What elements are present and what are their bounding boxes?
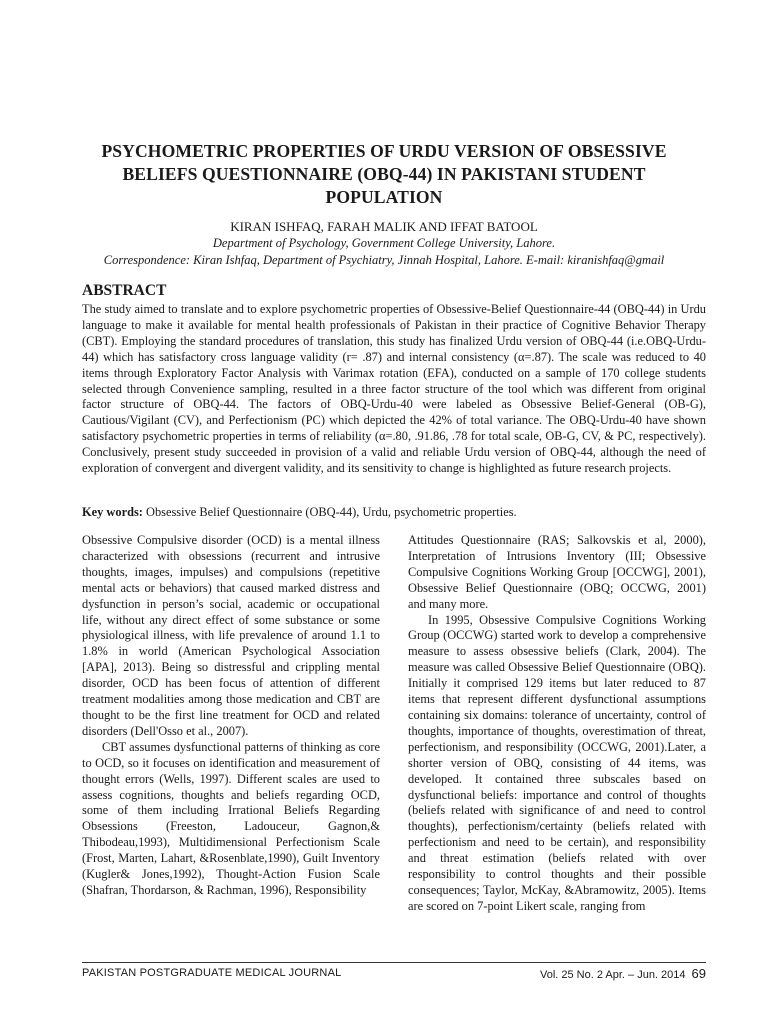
body-column-left — [82, 533, 380, 899]
keywords-line — [82, 504, 706, 520]
body-paragraph: Attitudes Questionnaire (RAS; Salkovskis et al, 2000), Interpretation of Intrusions Inventory (III; Obsessive Compulsive Cognitions Working Group [OCCWG], 2001), Obsessive Belief Questionnaire (OBQ; OCCWG, 2001) and many more. — [408, 533, 706, 611]
correspondence-line: Correspondence: Kiran Ishfaq, Department of Psychiatry, Jinnah Hospital, Lahore. E-mail: kiranishfaq@gmail — [103, 253, 665, 267]
author-affiliation: Department of Psychology, Government College University, Lahore. — [212, 236, 556, 250]
body-column-right — [408, 533, 706, 915]
author-list: KIRAN ISHFAQ, FARAH MALIK AND IFFAT BATOOL — [230, 219, 538, 234]
body-paragraph: CBT assumes dysfunctional patterns of thinking as core to OCD, so it focuses on identification and measurement of thought errors (Wells, 1997). Different scales are used to assess cognitions, thoughts and beliefs regarding OCD, some of them including Irrational Beliefs Regarding Obsessions (Freeston, Ladouceur, Gagnon,& Thibodeau,1993), Multidimensional Perfectionism Scale (Frost, Marten, Lahart, &Rosenblate,1990), Guilt Inventory (Kugler& Jones,1992), Thought-Action Fusion Scale (Shafran, Thordarson, & Rachman, 1996), Responsibility — [82, 739, 380, 897]
abstract-heading: ABSTRACT — [82, 282, 167, 299]
body-paragraph: Obsessive Compulsive disorder (OCD) is a mental illness characterized with obsessions (recurrent and intrusive thoughts, images, impulses) and compulsions (repetitive mental acts or behaviors) that caused marked distress and dysfunction in person’s social, academic or occupational life, without any direct effect of some substance or some physiological illness, with life prevalence of around 1.1 to 1.8% in world (American Psychological Association [APA], 2013). Being so distressful and crippling mental disorder, OCD has been focus of attention of different treatment modalities among those medication and CBT are thought to be the first line treatment for OCD and related disorders (Dell'Osso et al., 2007). — [82, 533, 380, 738]
issue-info — [540, 966, 706, 981]
paper-title — [60, 140, 708, 209]
footer-divider — [82, 962, 706, 963]
keywords-text: Obsessive Belief Questionnaire (OBQ-44), Urdu, psychometric properties. — [142, 505, 517, 519]
title-line: POPULATION — [325, 187, 443, 207]
title-line: BELIEFS QUESTIONNAIRE (OBQ-44) IN PAKISTANI STUDENT — [122, 164, 646, 184]
abstract-text: The study aimed to translate and to explore psychometric properties of Obsessive-Belief Questionnaire-44 (OBQ-44) in Urdu language to make it available for mental health professionals of Pakistan in their practice of Cognitive Behavior Therapy (CBT). Employing the standard procedures of translation, this study has finalized Urdu version of OBQ-44 (i.e.OBQ-Urdu-44) which has satisfactory cross language validity (r= .87) and internal consistency (α=.87). The scale was reduced to 40 items through Exploratory Factor Analysis with Varimax rotation (EFA), conducted on a sample of 170 college students selected through Convenience sampling, resulted in a three factor structure of the tool which was different from original factor structure of OBQ-44. The factors of OBQ-Urdu-40 were labeled as Obsessive Belief-General (OB-G), Cautious/Vigilant (CV), and Perfectionism (PC) which depicted the 42% of total variance. The OBQ-Urdu-40 have shown satisfactory psychometric properties in terms of reliability (α=.80, .91.86, .78 for total scale, OB-G, CV, & PC, respectively). Conclusively, present study succeeded in provision of a valid and reliable Urdu version of OBQ-44, although the need of exploration of convergent and divergent validity, and its sensitivity to change is highlighted as future research projects. — [82, 302, 706, 476]
keywords-label: Key words: — [82, 505, 143, 519]
page-number: 69 — [691, 966, 706, 981]
issue-label: Vol. 25 No. 2 Apr. – Jun. 2014 — [539, 969, 686, 981]
title-line: PSYCHOMETRIC PROPERTIES OF URDU VERSION OF OBSESSIVE — [101, 141, 667, 161]
journal-name: PAKISTAN POSTGRADUATE MEDICAL JOURNAL — [82, 967, 342, 979]
body-paragraph: In 1995, Obsessive Compulsive Cognitions Working Group (OCCWG) started work to develop a comprehensive measure to assess obsessive beliefs (Clark, 2004). The measure was called Obsessive Belief Questionnaire (OBQ). Initially it comprised 129 items but later reduced to 87 items that represent different dysfunctional assumptions containing six domains: tolerance of uncertainty, control of thoughts, importance of thoughts, overestimation of threat, perfectionism, and responsibility (OCCWG, 2001).Later, a shorter version of OBQ, consisting of 44 items, was developed. It contained three subscales based on dysfunctional beliefs: importance and control of thoughts (beliefs related with significance of and need to control thoughts), perfectionism/certainty (beliefs related with perfectionism and need to be certain), and responsibility and threat estimation (beliefs related with over responsibility to control thoughts and their possible consequences; Taylor, McKay, &Abramowitz, 2005). Items are scored on 7-point Likert scale, ranging from — [408, 612, 706, 913]
